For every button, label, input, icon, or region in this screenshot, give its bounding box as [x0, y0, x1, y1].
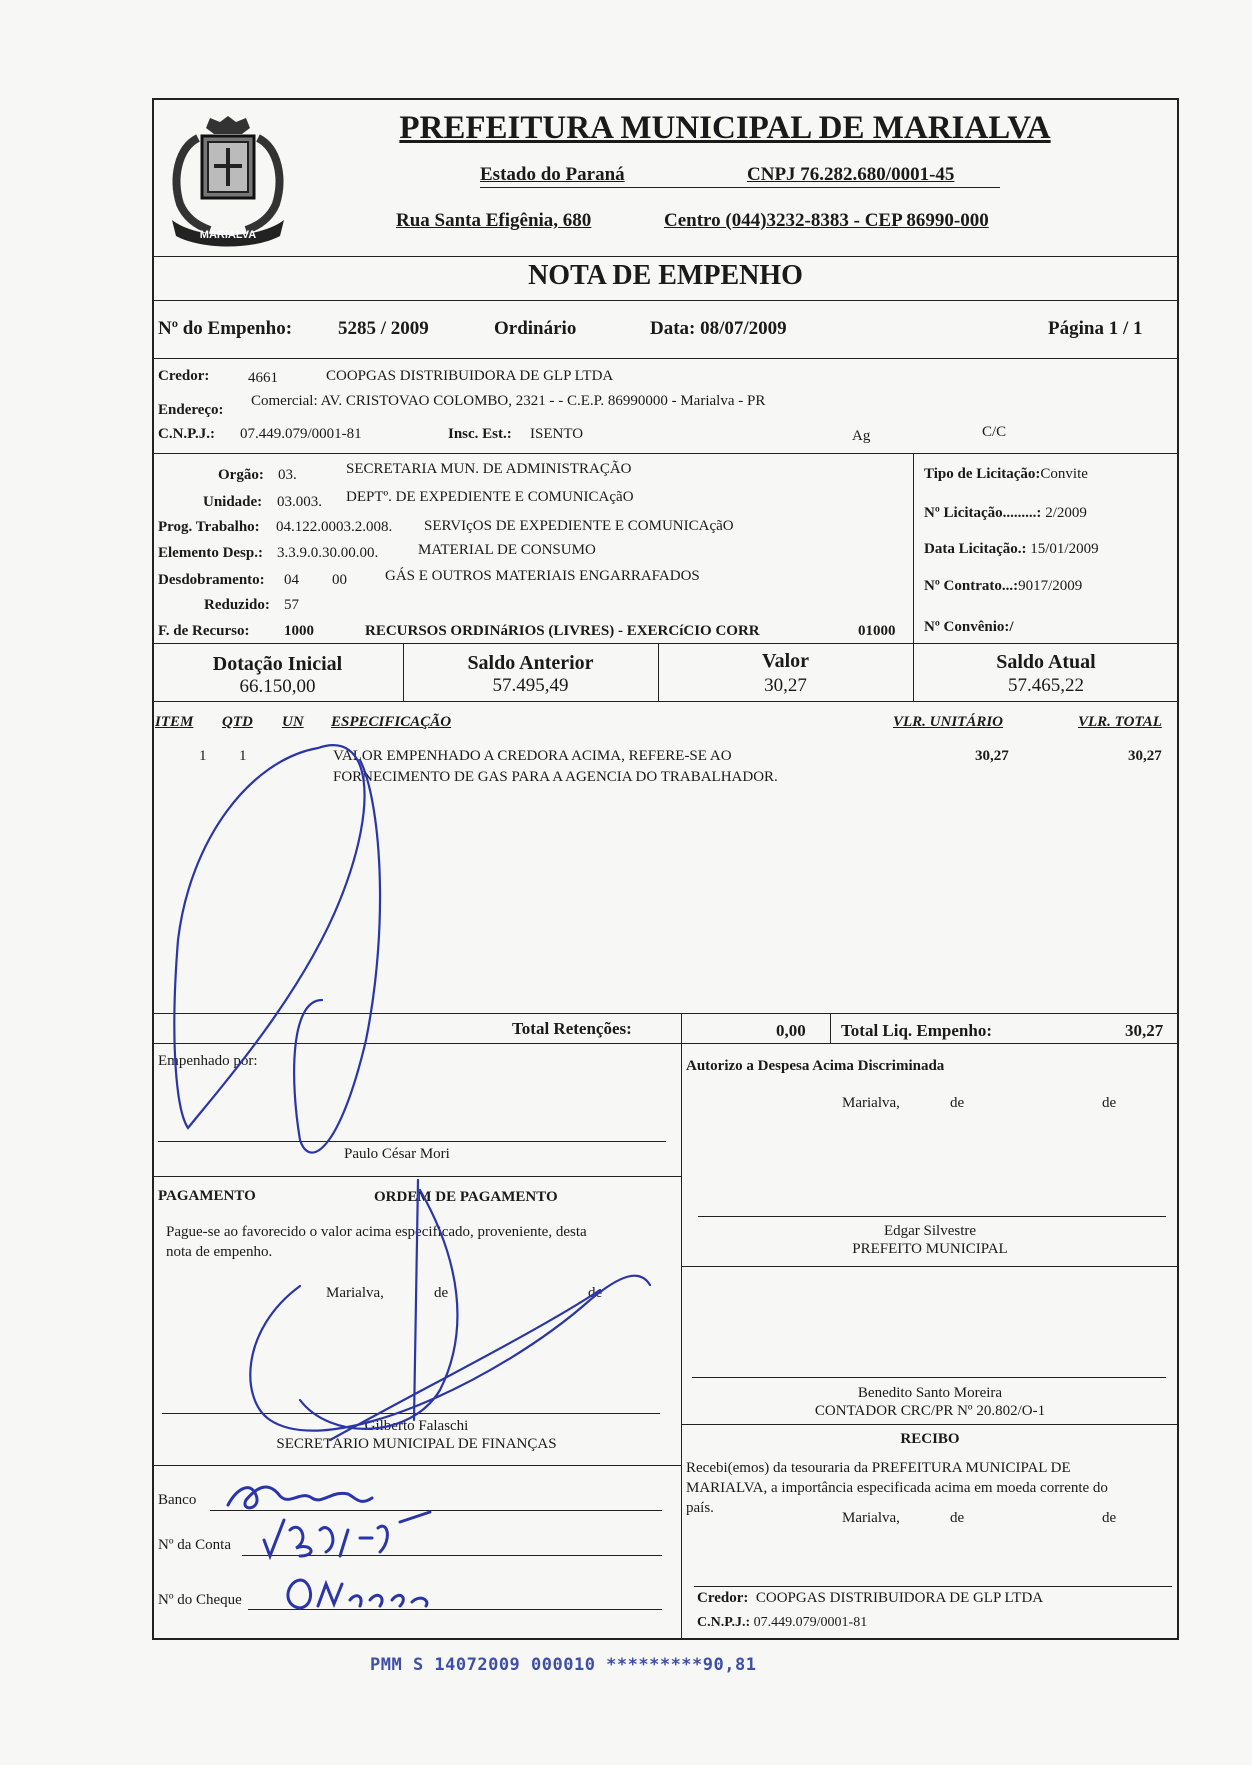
- divider: [152, 1013, 1179, 1014]
- prog-name: SERVIçOS DE EXPEDIENTE E COMUNICAçãO: [424, 518, 734, 534]
- col-qtd: QTD: [222, 714, 253, 730]
- col-unit: VLR. UNITÁRIO: [893, 714, 1004, 730]
- col-un: UN: [282, 714, 304, 730]
- divider: [681, 1424, 1179, 1425]
- autorizo-label: Autorizo a Despesa Acima Discriminada: [686, 1058, 945, 1074]
- svg-text:MARIALVA: MARIALVA: [199, 229, 257, 241]
- licitacao-contrato-label: Nº Contrato...:: [924, 578, 1019, 594]
- header-street: Rua Santa Efigênia, 680: [396, 210, 592, 231]
- empenhado-label: Empenhado por:: [158, 1053, 258, 1069]
- recibo-line1: Recebi(emos) da tesouraria da PREFEITURA MUNICIPAL DE: [686, 1460, 1071, 1476]
- desdob-label: Desdobramento:: [158, 572, 265, 588]
- credor-name: COOPGAS DISTRIBUIDORA DE GLP LTDA: [326, 368, 614, 384]
- divider: [681, 1043, 682, 1640]
- coat-of-arms: [158, 108, 298, 258]
- recurso-name: RECURSOS ORDINáRIOS (LIVRES) - EXERCíCIO CORR: [365, 623, 760, 639]
- recibo-de1: de: [950, 1510, 965, 1526]
- contador-title: CONTADOR CRC/PR Nº 20.802/O-1: [814, 1403, 1046, 1419]
- elemento-name: MATERIAL DE CONSUMO: [418, 542, 596, 558]
- ag-label: Ag: [852, 428, 871, 444]
- licitacao-data: [924, 541, 1099, 558]
- banco-label: Banco: [158, 1492, 197, 1508]
- bank-stamp: PMM S 14072009 000010 *********90,81: [370, 1655, 757, 1675]
- retencoes-label: Total Retenções:: [512, 1019, 632, 1038]
- row-unit: 30,27: [975, 748, 1009, 764]
- divider: [152, 701, 1179, 702]
- orgao-name: SECRETARIA MUN. DE ADMINISTRAÇÃO: [346, 461, 632, 477]
- divider: [152, 300, 1179, 301]
- divider: [152, 1043, 1179, 1044]
- prog-code: 04.122.0003.2.008.: [276, 519, 393, 535]
- unidade-label: Unidade:: [203, 494, 263, 510]
- desdob-name: GÁS E OUTROS MATERIAIS ENGARRAFADOS: [385, 568, 700, 584]
- empenho-type: Ordinário: [494, 318, 577, 339]
- credor-cnpj: 07.449.079/0001-81: [240, 426, 362, 442]
- row-qtd: 1: [239, 748, 247, 764]
- header-district: Centro (044)3232-8383 - CEP 86990-000: [664, 210, 989, 231]
- prefeito-name: Edgar Silvestre: [883, 1223, 977, 1239]
- empenho-label: Nº do Empenho:: [158, 318, 293, 339]
- anterior-value: 57.495,49: [492, 675, 569, 696]
- pagamento-text1: Pague-se ao favorecido o valor acima especificado, proveniente, desta: [166, 1224, 587, 1240]
- divider: [152, 1176, 681, 1177]
- divider: [152, 453, 1179, 454]
- divider: [681, 1266, 1179, 1267]
- pagamento-de1: de: [434, 1285, 449, 1301]
- dotacao-label: Dotação Inicial: [212, 653, 343, 675]
- recibo-de2: de: [1102, 1510, 1117, 1526]
- pagamento-city: Marialva,: [326, 1285, 384, 1301]
- licitacao-data-label: Data Licitação.:: [924, 541, 1027, 557]
- orgao-label: Orgão:: [218, 467, 264, 483]
- recibo-city: Marialva,: [842, 1510, 900, 1526]
- recurso-num: 01000: [858, 623, 896, 639]
- licitacao-contrato-value: 9017/2009: [1018, 578, 1083, 594]
- header-title: PREFEITURA MUNICIPAL DE MARIALVA: [399, 110, 1051, 146]
- divider: [913, 453, 914, 643]
- licitacao-tipo-value: Convite: [1040, 466, 1088, 482]
- row-spec-line1: VALOR EMPENHADO A CREDORA ACIMA, REFERE-SE AO: [333, 748, 732, 764]
- sec-name: Gilberto Falaschi: [364, 1418, 469, 1434]
- contador-name: Benedito Santo Moreira: [857, 1385, 1003, 1401]
- recibo-credor-label: Credor:: [697, 1590, 749, 1606]
- valor-value: 30,27: [764, 675, 807, 696]
- recibo-line2: MARIALVA, a importância especificada acima em moeda corrente do: [686, 1480, 1108, 1496]
- insc-label: Insc. Est.:: [448, 426, 512, 442]
- divider: [152, 1465, 681, 1466]
- desdob-a: 04: [284, 572, 299, 588]
- prefeito-title: PREFEITO MUNICIPAL: [852, 1241, 1008, 1257]
- cheque-label: Nº do Cheque: [158, 1592, 242, 1608]
- conta-label: Nº da Conta: [158, 1537, 231, 1553]
- anterior-label: Saldo Anterior: [467, 652, 594, 674]
- pagamento-label: PAGAMENTO: [158, 1188, 256, 1204]
- recibo-cnpj-value: 07.449.079/0001-81: [753, 1615, 868, 1630]
- row-spec-line2: FORNECIMENTO DE GAS PARA A AGENCIA DO TRABALHADOR.: [333, 769, 778, 785]
- conta-line: [242, 1555, 662, 1556]
- cnpj-label: C.N.P.J.:: [158, 426, 215, 442]
- divider: [152, 358, 1179, 359]
- reduzido-label: Reduzido:: [204, 597, 270, 613]
- retencoes-value: 0,00: [776, 1021, 806, 1040]
- empenho-page: Página 1 / 1: [1048, 318, 1143, 339]
- header-rule: [480, 187, 1000, 188]
- ordem-label: ORDEM DE PAGAMENTO: [374, 1189, 558, 1205]
- credor-address: Comercial: AV. CRISTOVAO COLOMBO, 2321 - - C.E.P. 86990000 - Marialva - PR: [251, 393, 766, 409]
- banco-line: [210, 1510, 662, 1511]
- dotacao-value: 66.150,00: [239, 676, 316, 697]
- cheque-line: [248, 1609, 662, 1610]
- signature-line: [694, 1586, 1172, 1587]
- col-item: ITEM: [155, 714, 194, 730]
- atual-label: Saldo Atual: [996, 651, 1096, 673]
- row-item: 1: [199, 748, 207, 764]
- recibo-cnpj: [697, 1615, 867, 1631]
- signature-line: [698, 1216, 1166, 1217]
- sec-title: SECRETÁRIO MUNICIPAL DE FINANÇAS: [276, 1436, 557, 1452]
- unidade-name: DEPTº. DE EXPEDIENTE E COMUNICAçãO: [346, 489, 634, 505]
- autorizo-city: Marialva,: [842, 1095, 900, 1111]
- credor-label: Credor:: [158, 368, 210, 384]
- pagamento-de2: de: [588, 1285, 603, 1301]
- licitacao-tipo-label: Tipo de Licitação:: [924, 466, 1041, 482]
- divider: [681, 1013, 682, 1043]
- licitacao-num: [924, 505, 1087, 522]
- signature-line: [158, 1141, 666, 1142]
- orgao-code: 03.: [278, 467, 297, 483]
- divider: [830, 1013, 831, 1043]
- col-total: VLR. TOTAL: [1078, 714, 1162, 730]
- cc-label: C/C: [982, 424, 1007, 440]
- endereco-label: Endereço:: [158, 402, 224, 418]
- signature-line: [162, 1413, 660, 1414]
- col-spec: ESPECIFICAÇÃO: [331, 714, 452, 730]
- row-total: 30,27: [1128, 748, 1162, 764]
- header-state: Estado do Paraná: [480, 164, 625, 185]
- valor-label: Valor: [761, 650, 810, 672]
- unidade-code: 03.003.: [277, 494, 322, 510]
- recibo-credor: [697, 1590, 1043, 1607]
- empenho-date: Data: 08/07/2009: [650, 318, 787, 339]
- licitacao-tipo: [924, 466, 1088, 483]
- recibo-line3: país.: [686, 1500, 714, 1516]
- licitacao-convenio: Nº Convênio:/: [924, 619, 1014, 635]
- empenho-number: 5285 / 2009: [338, 318, 429, 339]
- prog-label: Prog. Trabalho:: [158, 519, 260, 535]
- licitacao-contrato: [924, 578, 1082, 595]
- autorizo-de2: de: [1102, 1095, 1117, 1111]
- municipal-seal-icon: [158, 108, 298, 258]
- doc-title: NOTA DE EMPENHO: [528, 260, 803, 291]
- atual-value: 57.465,22: [1008, 675, 1084, 696]
- licitacao-num-label: Nº Licitação.........:: [924, 505, 1042, 521]
- reduzido-value: 57: [284, 597, 299, 613]
- elemento-label: Elemento Desp.:: [158, 545, 263, 561]
- recibo-cnpj-label: C.N.P.J.:: [697, 1615, 751, 1630]
- licitacao-num-value: 2/2009: [1045, 505, 1087, 521]
- liq-label: Total Liq. Empenho:: [841, 1021, 992, 1040]
- desdob-b: 00: [332, 572, 347, 588]
- header-cnpj: CNPJ 76.282.680/0001-45: [747, 164, 955, 185]
- liq-value: 30,27: [1125, 1021, 1164, 1040]
- signature-line: [692, 1377, 1166, 1378]
- pagamento-text2: nota de empenho.: [166, 1244, 273, 1260]
- recibo-title: RECIBO: [900, 1431, 960, 1447]
- insc-value: ISENTO: [530, 426, 584, 442]
- recurso-label: F. de Recurso:: [158, 623, 250, 639]
- empenhado-name: Paulo César Mori: [344, 1146, 450, 1162]
- autorizo-de1: de: [950, 1095, 965, 1111]
- recurso-code: 1000: [284, 623, 314, 639]
- elemento-code: 3.3.9.0.30.00.00.: [277, 545, 379, 561]
- credor-code: 4661: [248, 370, 278, 386]
- licitacao-data-value: 15/01/2009: [1030, 541, 1099, 557]
- recibo-credor-name: COOPGAS DISTRIBUIDORA DE GLP LTDA: [755, 1590, 1044, 1606]
- divider: [152, 256, 1179, 257]
- divider: [152, 643, 1179, 644]
